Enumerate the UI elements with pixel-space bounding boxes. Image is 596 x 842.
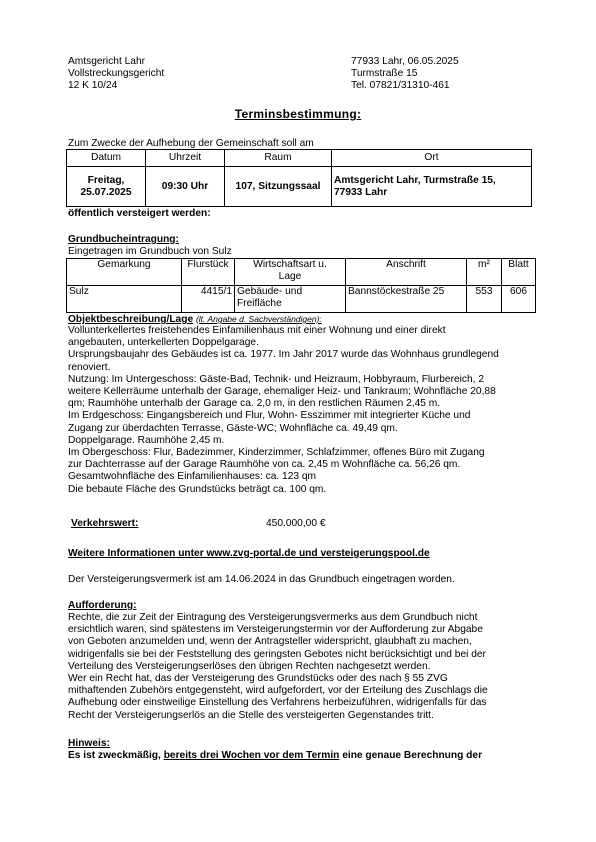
intro-text: Zum Zwecke der Aufhebung der Gemeinschaft soll am	[68, 138, 314, 149]
court-name: Amtsgericht Lahr	[68, 56, 146, 67]
hinweis-text: Es ist zweckmäßig, bereits drei Wochen vor dem Termin eine genaue Berechnung der	[68, 750, 483, 761]
col-qm: m²	[467, 259, 502, 286]
grundbuch-row	[67, 286, 536, 313]
place-date: 77933 Lahr, 06.05.2025	[351, 56, 459, 67]
col-raum: Raum	[225, 150, 332, 167]
aufforderung-heading: Aufforderung:	[68, 600, 137, 611]
termin-raum: 107, Sitzungssaal	[225, 167, 332, 207]
col-anschrift: Anschrift	[346, 259, 467, 286]
court-department: Vollstreckungsgericht	[68, 68, 165, 80]
verkehrswert-label: Verkehrswert:	[71, 518, 139, 529]
termin-datum: Freitag, 25.07.2025	[67, 167, 146, 207]
court-address	[68, 56, 164, 93]
termin-table	[66, 149, 532, 207]
weitere-info: Weitere Informationen unter www.zvg-portal.de und versteigerungspool.de	[68, 548, 430, 559]
col-blatt: Blatt	[502, 259, 536, 286]
page-title: Terminsbestimmung:	[234, 107, 362, 121]
cell-gemarkung: Sulz	[67, 286, 182, 313]
cell-flurstueck: 4415/1	[182, 286, 235, 313]
col-uhrzeit: Uhrzeit	[146, 150, 225, 167]
cell-anschrift: Bannstöckestraße 25	[346, 286, 467, 313]
grundbuch-sub: Eingetragen im Grundbuch von Sulz	[68, 246, 232, 257]
phone: Tel. 07821/31310-461	[351, 80, 450, 92]
cell-qm: 553	[467, 286, 502, 313]
termin-uhrzeit: 09:30 Uhr	[146, 167, 225, 207]
hinweis-heading: Hinweis:	[68, 738, 110, 749]
grundbuch-heading: Grundbucheintragung:	[68, 234, 179, 245]
case-number: 12 K 10/24	[68, 80, 118, 92]
court-contact	[351, 56, 459, 93]
street: Turmstraße 15	[351, 68, 418, 80]
vermerk-text: Der Versteigerungsvermerk ist am 14.06.2024 in das Grundbuch eingetragen worden.	[68, 574, 455, 585]
termin-row	[67, 167, 532, 207]
col-flurstueck: Flurstück	[182, 259, 235, 286]
col-ort: Ort	[332, 150, 532, 167]
termin-ort: Amtsgericht Lahr, Turmstraße 15, 77933 Lahr	[332, 167, 532, 207]
grundbuch-table	[66, 258, 536, 313]
cell-blatt: 606	[502, 286, 536, 313]
versteigert-text: öffentlich versteigert werden:	[68, 208, 211, 219]
col-datum: Datum	[67, 150, 146, 167]
objekt-heading-note: (lt. Angabe d. Sachverständigen):	[195, 314, 322, 324]
cell-wirtschaftsart: Gebäude- und Freifläche	[235, 286, 346, 313]
aufforderung-text: Rechte, die zur Zeit der Eintragung des Versteigerungsvermerks aus dem Grundbuch nicht ersichtlich waren, sind spätestens im Versteigerungstermin vor der Aufforderung zur Abgabe von Geboten anzumelden und, wenn der Antragsteller widerspricht, glaubhaft zu machen, widrigenfalls sie bei der Feststellung des geringsten Gebotes nicht berücksichtigt und bei der Verteilung des Versteigerungserlöses den übrigen Rechten nachgesetzt werden. Wer ein Recht hat, das der Versteigerung des Grundstücks oder des nach § 55 ZVG mithaftenden Zubehörs entgegensteht, wird aufgefordert, vor der Erteilung des Zuschlags die Aufhebung oder einstweilige Einstellung des Verfahrens herbeizuführen, widrigenfalls für das Recht der Versteigerungserlös an die Stelle des versteigerten Gegenstandes tritt.	[68, 612, 488, 721]
col-gemarkung: Gemarkung	[67, 259, 182, 286]
col-wirtschaftsart: Wirtschaftsart u. Lage	[235, 259, 346, 286]
verkehrswert-value: 450.000,00 €	[266, 518, 326, 529]
objekt-description: Vollunterkellertes freistehendes Einfamilienhaus mit einer Wohnung und einer direkt angebauten, unterkellerten Doppelgarage. Ursprungsbaujahr des Gebäudes ist ca. 1977. Im Jahr 2017 wurde das Wohnhaus grundlegend renoviert. Nutzung: Im Untergeschoss: Gäste-Bad, Technik- und Heizraum, Hobbyraum, Flurbereich, 2 weitere Kellerräume unterhalb der Garage, ehemaliger Heiz- und Tankraum; Wohnfläche 20,88 qm; Raumhöhe unterhalb der Garage ca. 2,0 m, in den restlichen Räumen 2,45 m. Im Erdgeschoss: Eingangsbereich und Flur, Wohn- Esszimmer mit integrierter Küche und Zugang zur überdachten Terrasse, Gäste-WC; Wohnfläche ca. 49,49 qm. Doppelgarage. Raumhöhe 2,45 m. Im Obergeschoss: Flur, Badezimmer, Kinderzimmer, Schlafzimmer, offenes Büro mit Zugang zur Dachterrasse auf der Garage Raumhöhe von ca. 2,45 m Wohnfläche ca. 56,26 qm. Gesamtwohnfläche des Einfamilienhauses: ca. 123 qm Die bebaute Fläche des Grundstücks beträgt ca. 100 qm.	[68, 325, 499, 495]
objekt-heading: Objektbeschreibung/Lage	[68, 314, 194, 325]
